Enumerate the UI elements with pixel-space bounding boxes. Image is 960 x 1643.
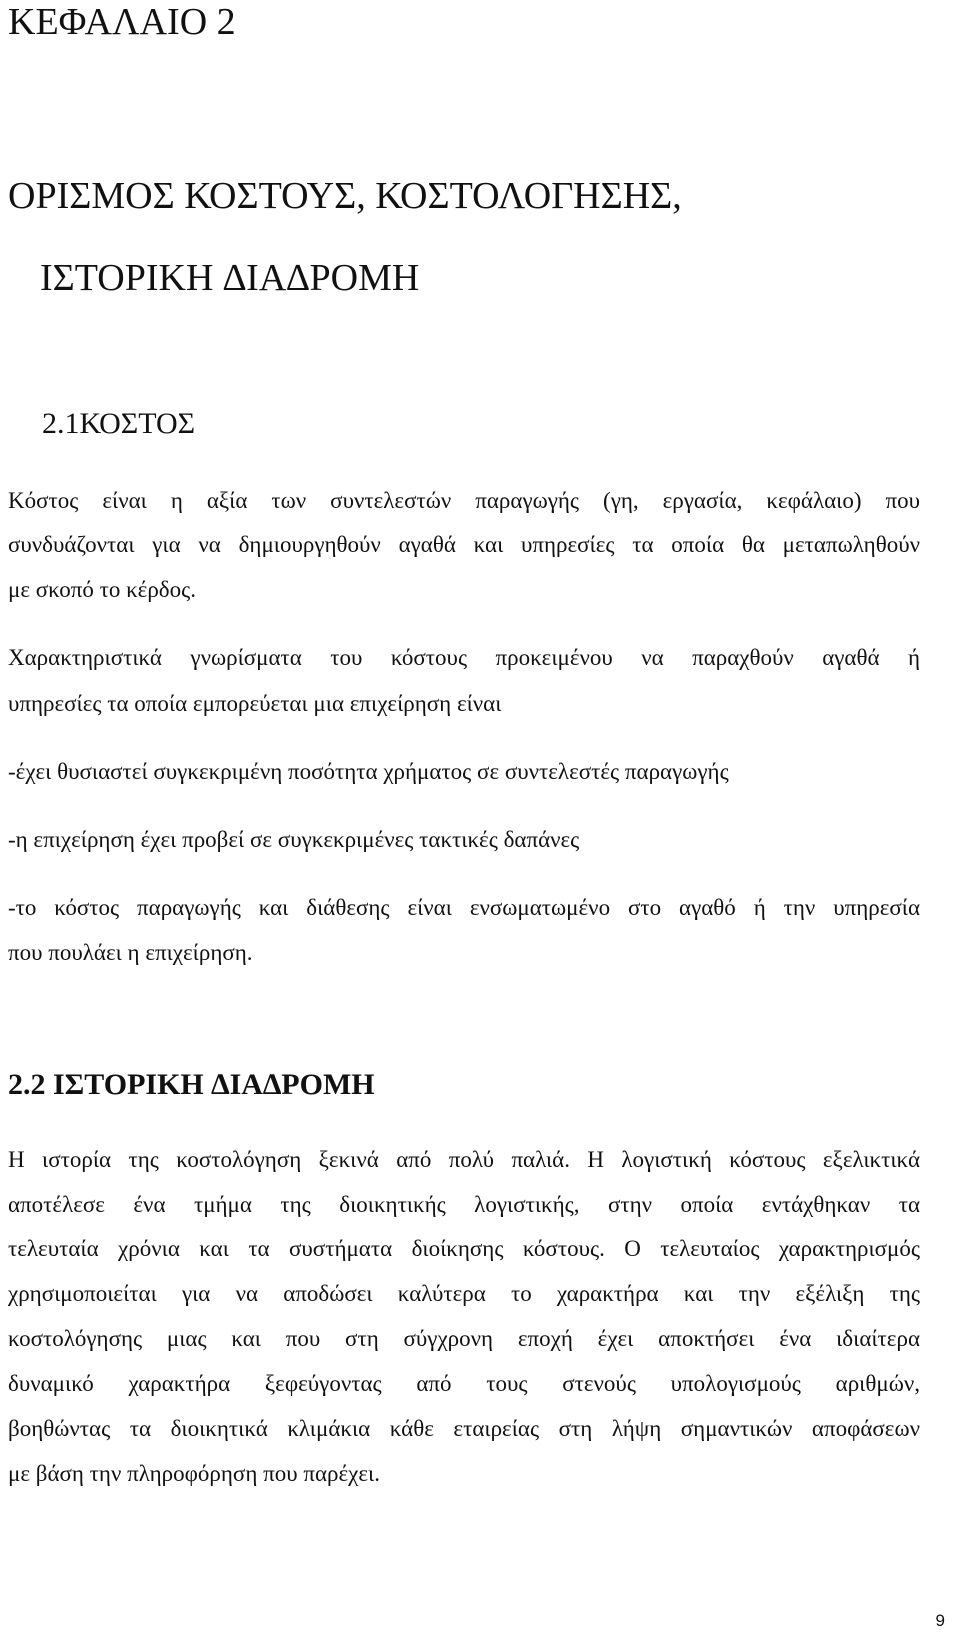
list-item: -το κόστος παραγωγής και διάθεσης είναι ενσωματωμένο στο αγαθό ή την υπηρεσία xyxy=(8,895,920,920)
paragraph-line: βοηθώντας τα διοικητικά κλιμάκια κάθε εταιρείας στη λήψη σημαντικών αποφάσεων xyxy=(8,1416,920,1441)
paragraph-line: δυναμικό χαρακτήρα ξεφεύγοντας από τους στενούς υπολογισμούς αριθμών, xyxy=(8,1371,920,1396)
paragraph-line: τελευταία χρόνια και τα συστήματα διοίκησης κόστους. Ο τελευταίος χαρακτηρισμός xyxy=(8,1236,920,1261)
paragraph-line: με βάση την πληροφόρηση που παρέχει. xyxy=(8,1461,380,1486)
list-item-continuation: που πουλάει η επιχείρηση. xyxy=(8,940,253,965)
paragraph-line: συνδυάζονται για να δημιουργηθούν αγαθά και υπηρεσίες τα οποία θα μεταπωληθούν xyxy=(8,532,920,557)
paragraph-line: κοστολόγησης μιας και που στη σύγχρονη εποχή έχει αποκτήσει ένα ιδιαίτερα xyxy=(8,1326,920,1351)
paragraph-line: αποτέλεσε ένα τμήμα της διοικητικής λογιστικής, στην οποία εντάχθηκαν τα xyxy=(8,1192,920,1217)
section-heading-cost: 2.1ΚΟΣΤΟΣ xyxy=(42,407,196,440)
list-item: -η επιχείρηση έχει προβεί σε συγκεκριμένες τακτικές δαπάνες xyxy=(8,827,580,852)
paragraph-line: Χαρακτηριστικά γνωρίσματα του κόστους προκειμένου να παραχθούν αγαθά ή xyxy=(8,645,920,670)
chapter-title-line-2: ΙΣΤΟΡΙΚΗ ∆ΙΑ∆ΡΟΜΗ xyxy=(40,257,420,299)
paragraph-line: με σκοπό το κέρδος. xyxy=(8,577,196,602)
chapter-title-line-1: ΟΡΙΣΜΟΣ ΚΟΣΤΟΥΣ, ΚΟΣΤΟΛΟΓΗΣΗΣ, xyxy=(8,175,682,217)
section-heading-history: 2.2 ΙΣΤΟΡΙΚΗ ∆ΙΑ∆ΡΟΜΗ xyxy=(8,1068,375,1101)
page-number: 9 xyxy=(935,1611,945,1630)
paragraph-line: Κόστος είναι η αξία των συντελεστών παραγωγής (γη, εργασία, κεφάλαιο) που xyxy=(8,488,920,513)
list-item: -έχει θυσιαστεί συγκεκριμένη ποσότητα χρήματος σε συντελεστές παραγωγής xyxy=(8,759,729,784)
paragraph-line: υπηρεσίες τα οποία εμπορεύεται μια επιχείρηση είναι xyxy=(8,691,502,716)
paragraph-line: Η ιστορία της κοστολόγηση ξεκινά από πολύ παλιά. Η λογιστική κόστους εξελικτικά xyxy=(8,1147,920,1172)
chapter-heading: ΚΕΦΑΛΑΙΟ 2 xyxy=(8,1,236,43)
paragraph-line: χρησιμοποιείται για να αποδώσει καλύτερα το χαρακτήρα και την εξέλιξη της xyxy=(8,1281,920,1306)
